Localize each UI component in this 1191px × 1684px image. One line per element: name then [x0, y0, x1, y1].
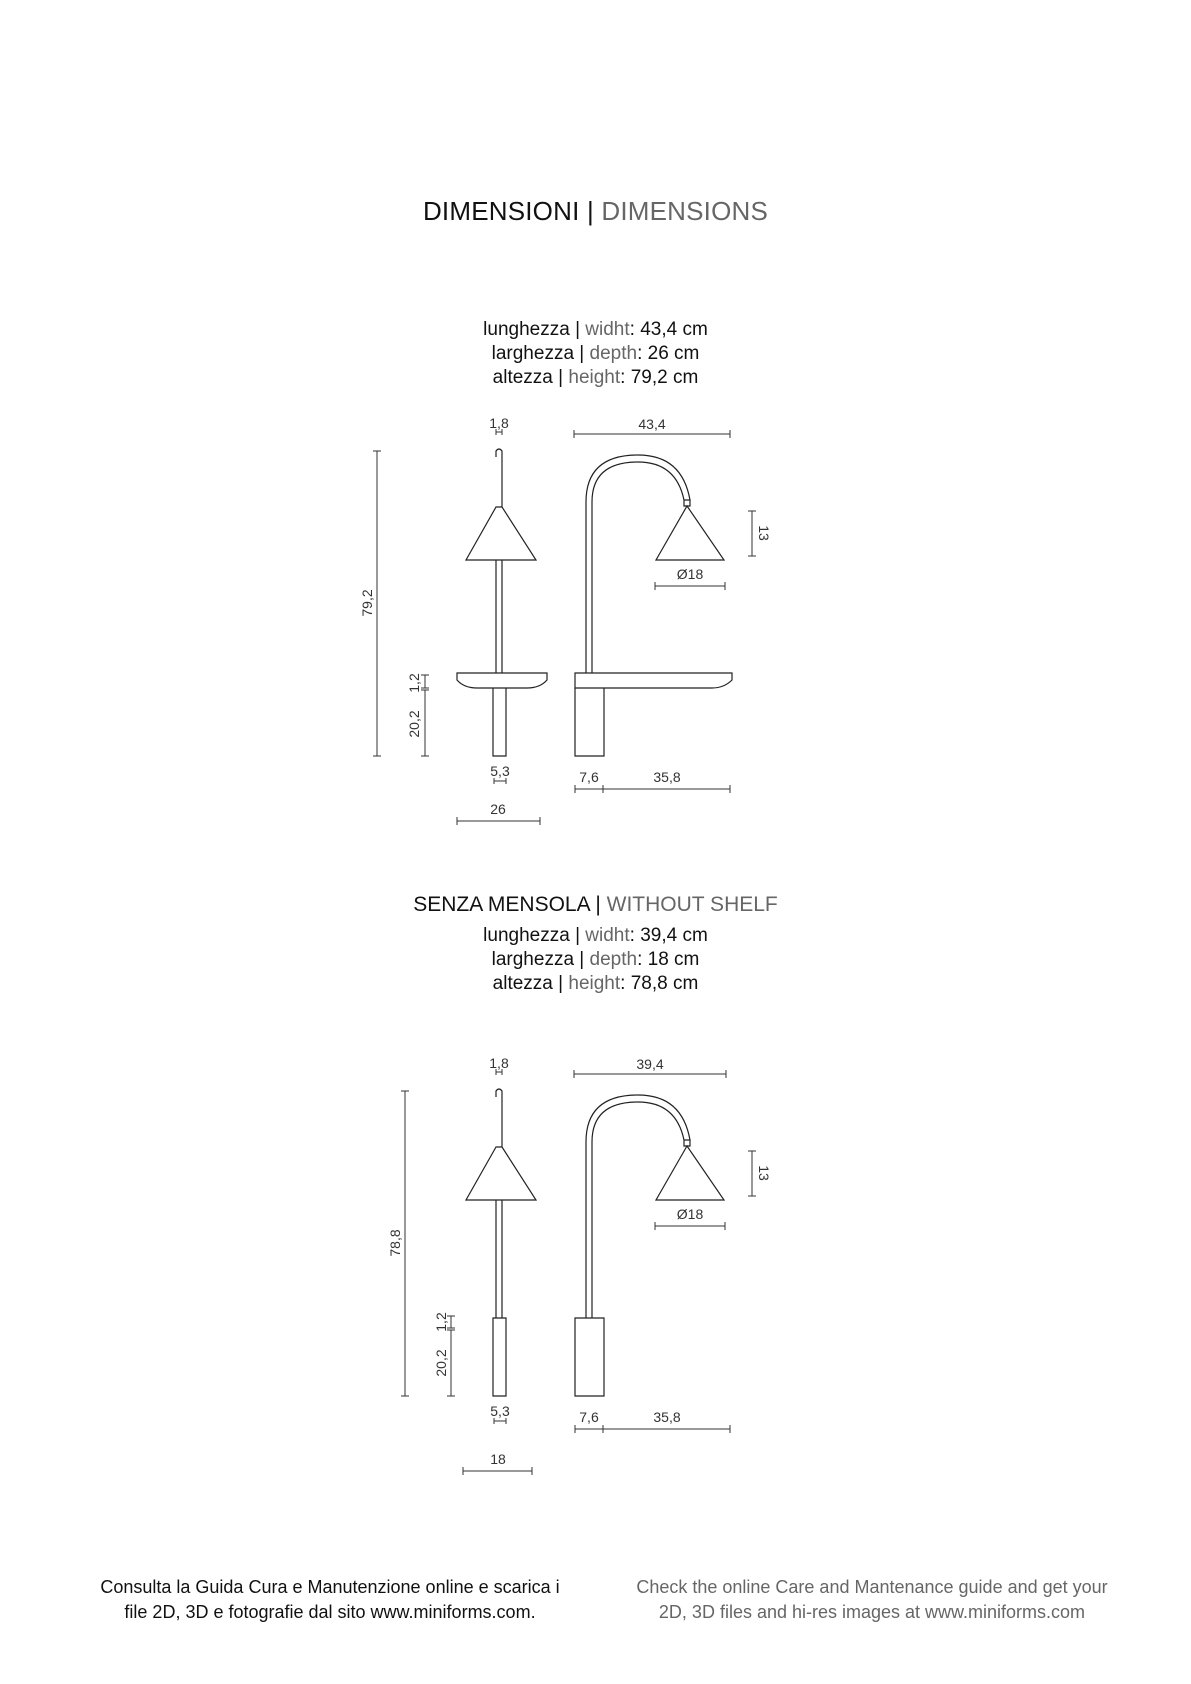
- spec-row-height: altezza | height: 78,8 cm: [492, 973, 699, 994]
- footer-italian: [80, 1575, 580, 1625]
- arm-inner: [592, 462, 684, 673]
- spec-value: 18 cm: [647, 949, 700, 970]
- dim-shelf-thickness: 1,2: [406, 673, 422, 693]
- spec-label-en: height: [568, 367, 621, 388]
- dim-reach: 35,8: [653, 769, 681, 785]
- dim-base-width: 5,3: [490, 763, 510, 779]
- pole-front: [496, 1200, 502, 1318]
- dim-top-pole: 1,8: [489, 1055, 509, 1071]
- dimension-lines: [373, 429, 756, 825]
- dim-depth: 26: [490, 801, 506, 817]
- shade-front: [466, 1147, 536, 1200]
- spec-label-it: altezza: [492, 367, 553, 388]
- dim-shade-height: 13: [756, 1165, 772, 1181]
- spec-label-en: widht: [585, 925, 630, 946]
- shade-side: [656, 506, 724, 560]
- shade-side: [656, 1146, 724, 1200]
- dim-total-height: 78,8: [387, 1229, 403, 1257]
- pole-front: [496, 560, 502, 673]
- spec-value: 39,4 cm: [640, 925, 708, 946]
- shelf-front: [457, 673, 547, 688]
- title-en: DIMENSIONS: [601, 196, 769, 226]
- dim-width: 43,4: [638, 416, 666, 432]
- spec-value: 26 cm: [647, 343, 700, 364]
- footer-english: [612, 1575, 1132, 1625]
- dim-shade-height: 13: [756, 525, 772, 541]
- spec-label-it: lunghezza: [483, 319, 570, 340]
- spec-label-en: widht: [585, 319, 630, 340]
- dim-depth: 18: [490, 1451, 506, 1467]
- spec-row-length: lunghezza | widht: 39,4 cm: [483, 925, 708, 946]
- shelf-side: [575, 673, 732, 688]
- arm-inner: [592, 1102, 684, 1318]
- base-front: [493, 1318, 506, 1396]
- dim-base-height: 20,2: [406, 710, 422, 738]
- spec-label-it: altezza: [492, 973, 553, 994]
- dim-shade-diameter: Ø18: [676, 1206, 704, 1222]
- spec-row-depth: larghezza | depth: 26 cm: [491, 343, 700, 364]
- footer-line: Check the online Care and Mantenance guide and get your: [636, 1577, 1108, 1597]
- spec-label-it: larghezza: [491, 949, 575, 970]
- dim-shade-diameter: Ø18: [676, 566, 704, 582]
- title-separator: |: [586, 196, 594, 226]
- spec-value: 79,2 cm: [630, 367, 699, 388]
- dim-reach: 35,8: [653, 1409, 681, 1425]
- dim-shelf-thickness: 1,2: [433, 1312, 449, 1332]
- technical-drawing-without-shelf: [0, 1000, 1191, 1500]
- pole-top: [496, 1089, 502, 1147]
- dim-total-height: 79,2: [359, 589, 375, 617]
- spec-label-en: height: [568, 973, 621, 994]
- title-it: DIMENSIONI: [422, 196, 580, 226]
- dim-base-depth: 7,6: [579, 769, 599, 785]
- dim-width: 39,4: [636, 1056, 664, 1072]
- specs-without-shelf: [0, 924, 1191, 996]
- arm-outer: [586, 1095, 690, 1318]
- spec-row-height: altezza | height: 79,2 cm: [492, 367, 699, 388]
- spec-label-it: larghezza: [491, 343, 575, 364]
- dim-base-width: 5,3: [490, 1403, 510, 1419]
- footer-line: 2D, 3D files and hi-res images at www.miniforms.com: [658, 1602, 1086, 1622]
- spec-row-length: lunghezza | widht: 43,4 cm: [483, 319, 708, 340]
- drawing-without-shelf: [0, 1000, 1191, 1500]
- base-side: [575, 1318, 604, 1396]
- spec-value: 43,4 cm: [640, 319, 708, 340]
- spec-value: 78,8 cm: [630, 973, 699, 994]
- pole-top: [496, 449, 502, 507]
- base-side: [575, 688, 604, 756]
- spec-label-it: lunghezza: [483, 925, 570, 946]
- section-title-separator: |: [595, 893, 601, 916]
- footer-line: file 2D, 3D e fotografie dal sito www.miniforms.com.: [124, 1602, 536, 1622]
- dim-base-depth: 7,6: [579, 1409, 599, 1425]
- section-title-en: WITHOUT SHELF: [606, 893, 778, 916]
- spec-label-en: depth: [589, 949, 638, 970]
- section-title-without-shelf: [0, 893, 1191, 917]
- arm-outer: [586, 455, 690, 673]
- section-title-it: SENZA MENSOLA: [413, 893, 590, 916]
- spec-row-depth: larghezza | depth: 18 cm: [491, 949, 700, 970]
- base-front: [493, 688, 506, 756]
- shade-front: [466, 507, 536, 560]
- footer-line: Consulta la Guida Cura e Manutenzione online e scarica i: [100, 1577, 560, 1597]
- dim-top-pole: 1,8: [489, 415, 509, 431]
- dim-base-height: 20,2: [433, 1349, 449, 1377]
- spec-label-en: depth: [589, 343, 638, 364]
